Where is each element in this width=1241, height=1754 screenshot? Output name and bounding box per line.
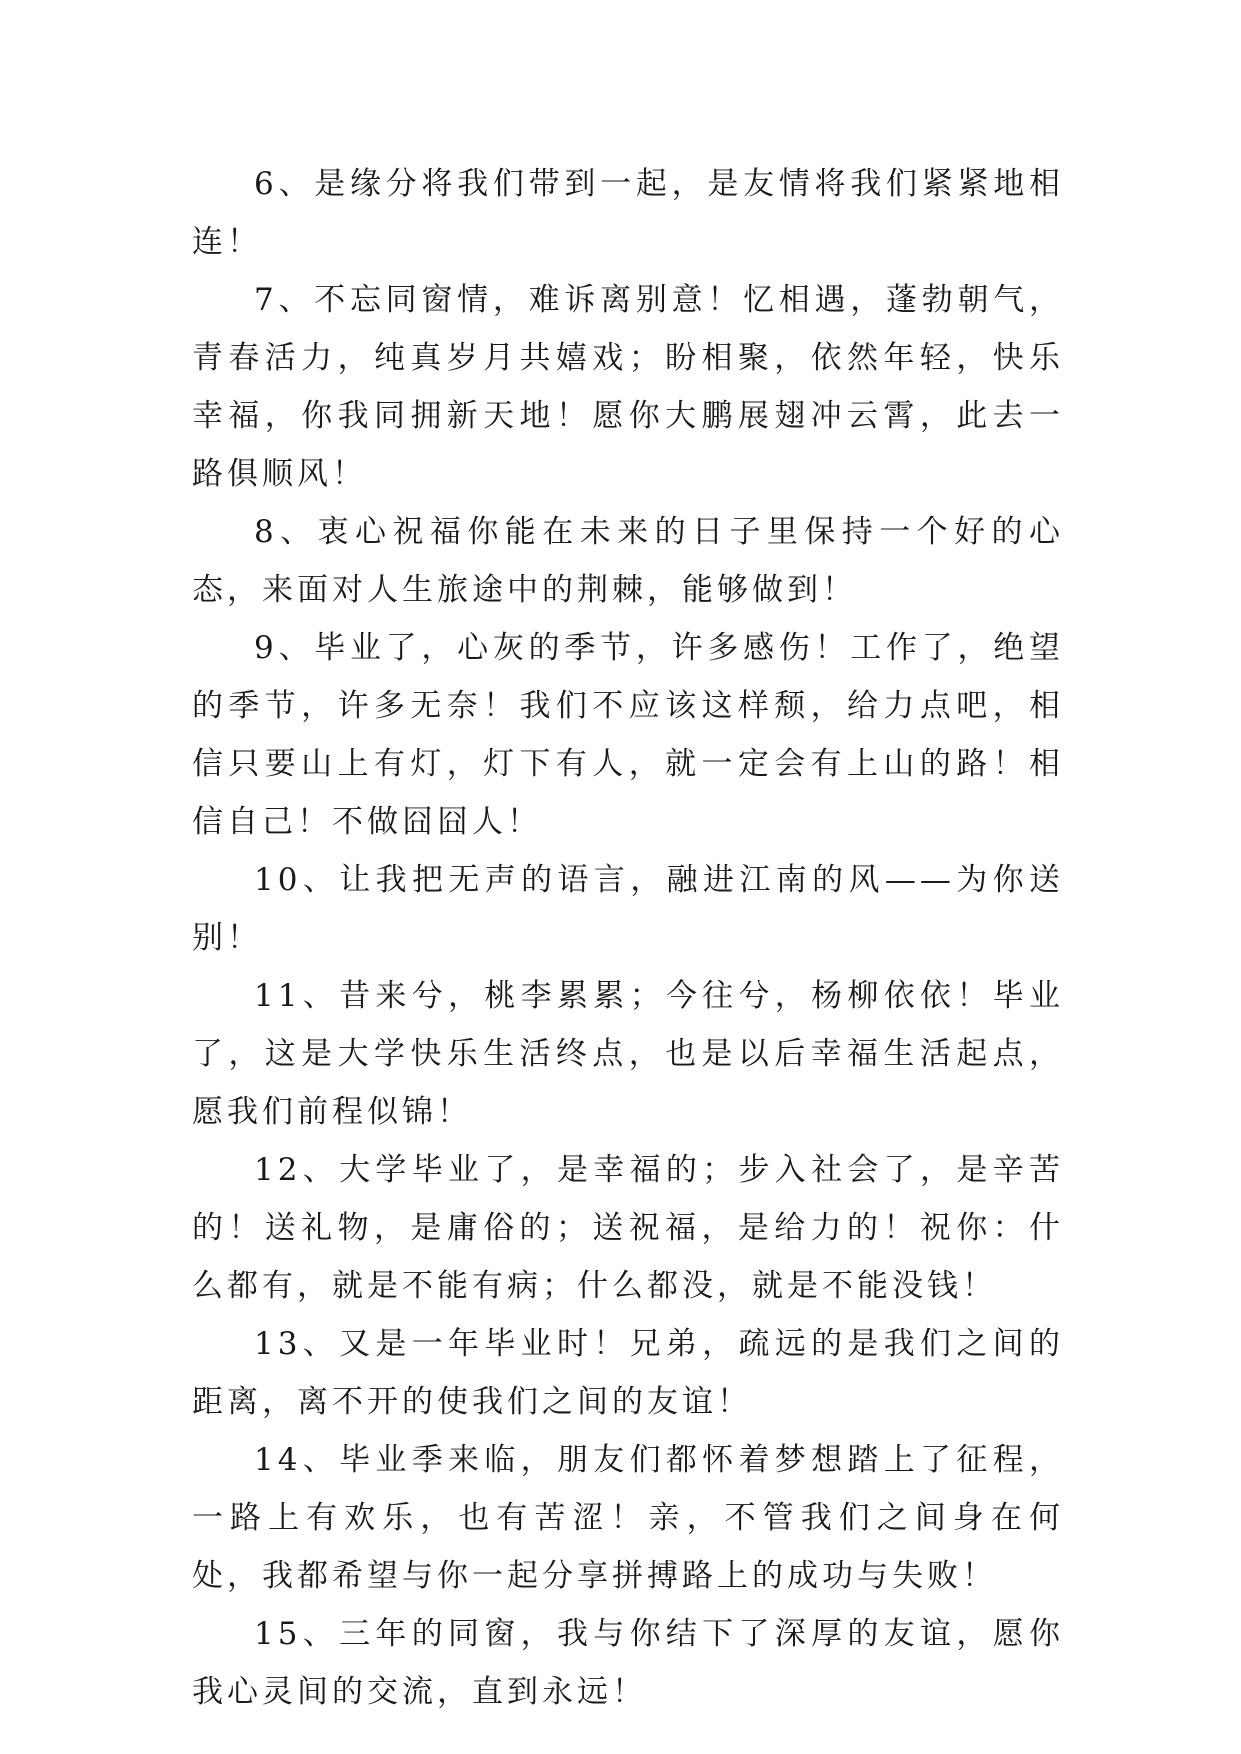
paragraph-9: 9、毕业了，心灰的季节，许多感伤！工作了，绝望的季节，许多无奈！我们不应该这样颓，给力点吧，相信只要山上有灯，灯下有人，就一定会有上山的路！相信自己！不做囧囧人！: [192, 630, 1064, 840]
paragraph-6: 6、是缘分将我们带到一起，是友情将我们紧紧地相连！: [192, 166, 1064, 260]
paragraph-13: 13、又是一年毕业时！兄弟，疏远的是我们之间的距离，离不开的使我们之间的友谊！: [192, 1326, 1064, 1420]
paragraph-10: 10、让我把无声的语言，融进江南的风——为你送别！: [192, 862, 1064, 956]
paragraph-11: 11、昔来兮，桃李累累；今往兮，杨柳依依！毕业了，这是大学快乐生活终点，也是以后幸福生活起点，愿我们前程似锦！: [192, 978, 1064, 1130]
paragraph-15: 15、三年的同窗，我与你结下了深厚的友谊，愿你我心灵间的交流，直到永远！: [192, 1616, 1064, 1710]
document-body: [192, 155, 1064, 1721]
paragraph-8: 8、衷心祝福你能在未来的日子里保持一个好的心态，来面对人生旅途中的荆棘，能够做到！: [192, 514, 1064, 608]
paragraph-7: 7、不忘同窗情，难诉离别意！忆相遇，蓬勃朝气，青春活力，纯真岁月共嬉戏；盼相聚，依然年轻，快乐幸福，你我同拥新天地！愿你大鹏展翅冲云霄，此去一路俱顺风！: [192, 282, 1064, 492]
paragraph-14: 14、毕业季来临，朋友们都怀着梦想踏上了征程，一路上有欢乐，也有苦涩！亲，不管我们之间身在何处，我都希望与你一起分享拼搏路上的成功与失败！: [192, 1442, 1064, 1594]
paragraph-12: 12、大学毕业了，是幸福的；步入社会了，是辛苦的！送礼物，是庸俗的；送祝福，是给力的！祝你：什么都有，就是不能有病；什么都没，就是不能没钱！: [192, 1152, 1064, 1304]
